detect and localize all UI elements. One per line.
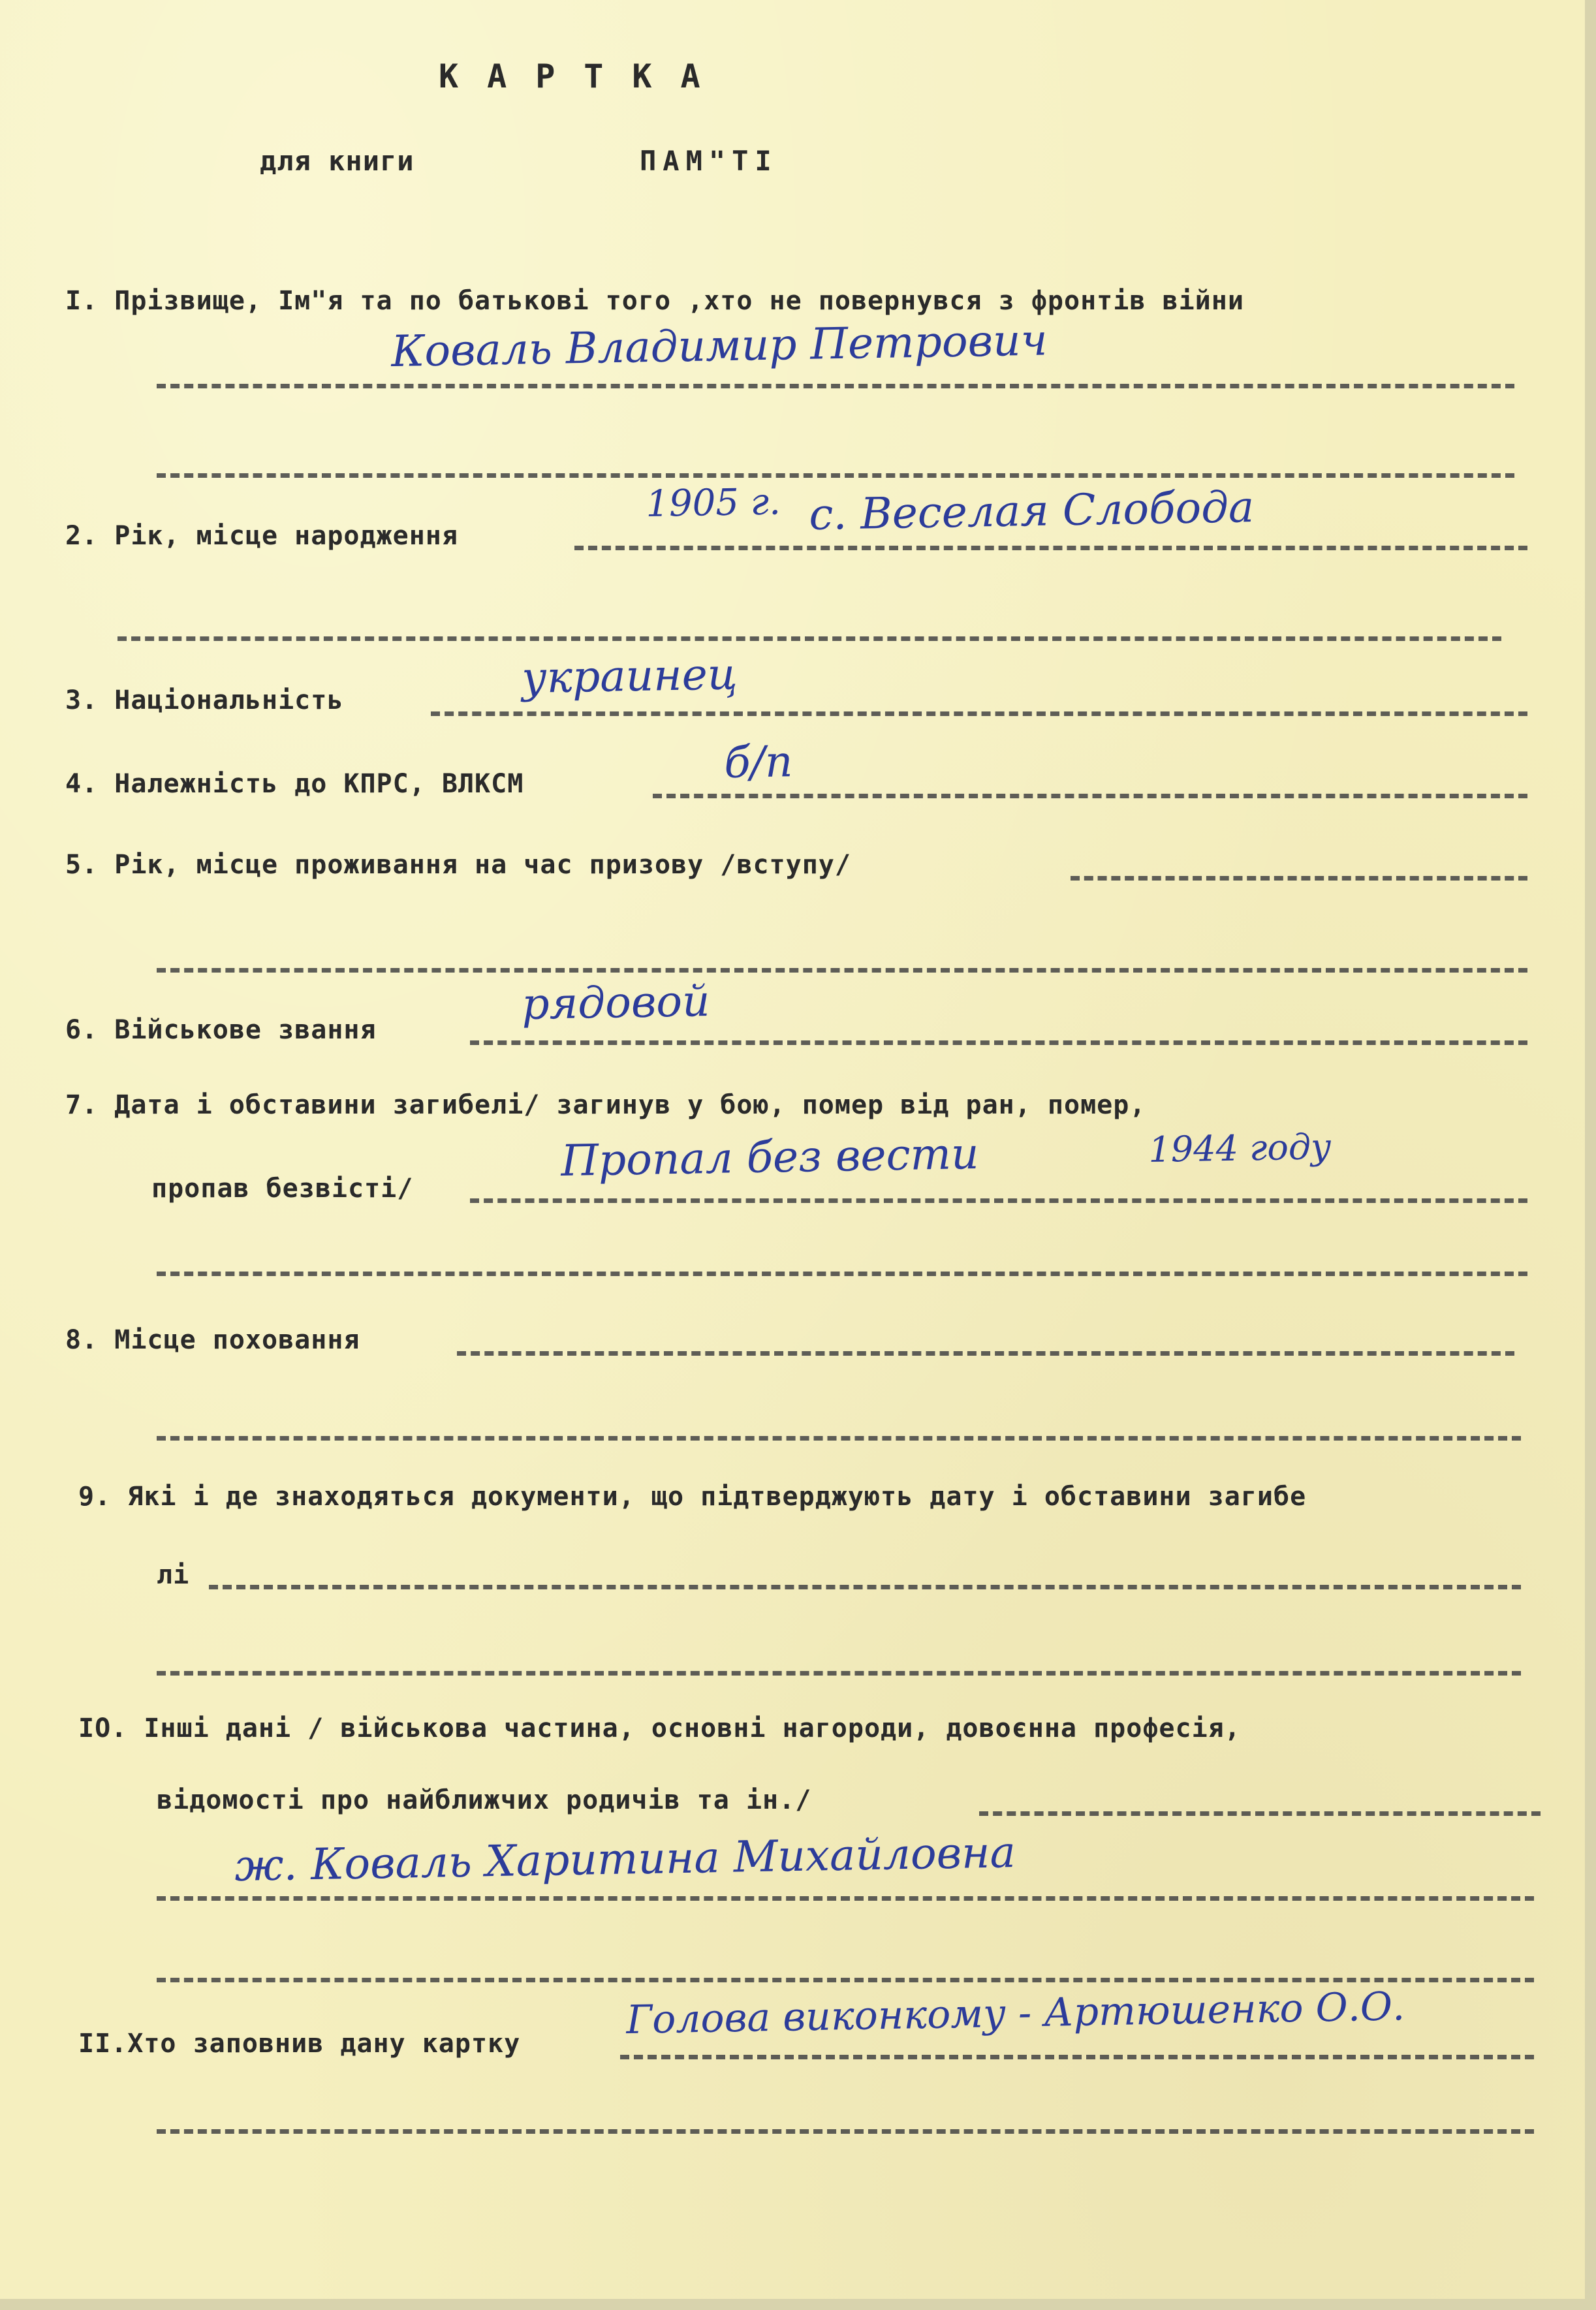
field-7-year: 1944 году bbox=[1148, 1126, 1332, 1170]
field-7-label-1: 7. Дата і обставини загибелі/ загинув у бою, помер від ран, помер, bbox=[65, 1090, 1146, 1120]
field-5-line-1 bbox=[1071, 876, 1527, 881]
field-9-line-1 bbox=[209, 1585, 1521, 1589]
field-3-label: 3. Національність bbox=[65, 685, 344, 715]
field-6-line bbox=[470, 1040, 1527, 1045]
field-10-value: ж. Коваль Харитина Михайловна bbox=[234, 1827, 1016, 1891]
field-4-line bbox=[653, 794, 1527, 798]
field-2-line-1 bbox=[574, 546, 1527, 550]
field-7-value: Пропал без вести bbox=[560, 1128, 980, 1186]
page-edge-bottom bbox=[0, 2299, 1596, 2310]
field-2-label: 2. Рік, місце народження bbox=[65, 521, 458, 551]
field-9-label-2: лі bbox=[157, 1560, 190, 1590]
subtitle-right: ПАМ"ТІ bbox=[640, 145, 778, 177]
field-10-line-3 bbox=[157, 1978, 1534, 1982]
field-1-value: Коваль Владимир Петрович bbox=[390, 315, 1048, 377]
field-2-place: с. Веселая Слобода bbox=[808, 482, 1255, 540]
page-edge-right bbox=[1585, 0, 1596, 2310]
field-7-label-2: пропав безвісті/ bbox=[151, 1174, 414, 1204]
field-10-label-2: відомості про найближчих родичів та ін./ bbox=[157, 1785, 812, 1815]
field-3-value: украинец bbox=[521, 649, 738, 703]
subtitle-left: для книги bbox=[260, 145, 415, 177]
field-8-label: 8. Місце поховання bbox=[65, 1325, 360, 1355]
field-10-label-1: IO. Інші дані / військова частина, основні нагороди, довоєнна професія, bbox=[78, 1713, 1241, 1743]
field-6-label: 6. Військове звання bbox=[65, 1015, 377, 1045]
field-2-line-2 bbox=[117, 636, 1501, 641]
field-5-label: 5. Рік, місце проживання на час призову /вступу/ bbox=[65, 850, 851, 880]
field-9-line-2 bbox=[157, 1671, 1521, 1676]
field-10-line-2 bbox=[157, 1896, 1534, 1901]
field-7-line-1 bbox=[470, 1198, 1527, 1203]
field-11-line-2 bbox=[157, 2129, 1534, 2134]
field-10-line-1 bbox=[979, 1811, 1541, 1816]
field-4-value: б/п bbox=[723, 736, 794, 788]
field-1-line-2 bbox=[157, 473, 1514, 478]
field-7-line-2 bbox=[157, 1272, 1527, 1276]
card-title: КАРТКА bbox=[439, 57, 729, 95]
field-4-label: 4. Належність до КПРС, ВЛКСМ bbox=[65, 769, 524, 799]
field-1-line-1 bbox=[157, 384, 1514, 388]
field-9-label-1: 9. Які і де знаходяться документи, що підтверджують дату і обставини загибе bbox=[78, 1482, 1307, 1512]
field-3-line bbox=[431, 711, 1527, 716]
field-8-line-1 bbox=[457, 1351, 1514, 1356]
field-2-year: 1905 г. bbox=[645, 480, 781, 525]
field-11-value: Голова виконкому - Артюшенко О.О. bbox=[625, 1984, 1405, 2043]
field-1-label: I. Прізвище, Ім"я та по батькові того ,хто не повернувся з фронтів війни bbox=[65, 286, 1244, 316]
field-8-line-2 bbox=[157, 1436, 1521, 1441]
field-11-line-1 bbox=[620, 2055, 1534, 2059]
field-6-value: рядовой bbox=[521, 975, 711, 1029]
field-5-line-2 bbox=[157, 968, 1527, 973]
field-11-label: II.Хто заповнив дану картку bbox=[78, 2029, 521, 2059]
